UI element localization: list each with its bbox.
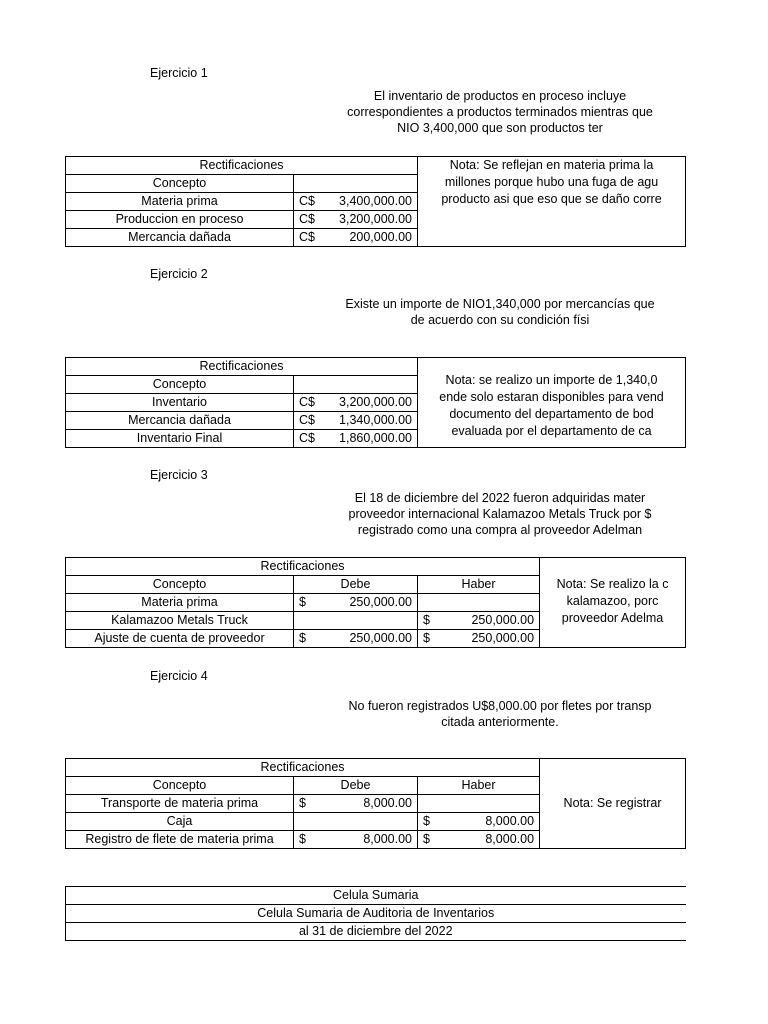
paragraph-line: proveedor internacional Kalamazoo Metals Truck por $ <box>348 507 652 521</box>
amount-value: 3,400,000.00 <box>339 194 413 208</box>
empty-cell <box>294 175 418 193</box>
currency-symbol: C$ <box>299 413 315 427</box>
row-label: Produccion en proceso <box>66 211 294 229</box>
note-line: Nota: se realizo un importe de 1,340,0 <box>445 373 658 387</box>
ejercicio-4-paragraph <box>320 698 680 730</box>
paragraph-line: de acuerdo con su condición físi <box>410 313 590 327</box>
row-label: Ajuste de cuenta de proveedor <box>66 630 294 648</box>
debe-cell <box>294 594 418 612</box>
debe-cell <box>294 813 418 831</box>
currency-symbol: $ <box>299 631 306 645</box>
currency-symbol: C$ <box>299 212 315 226</box>
empty-cell <box>294 376 418 394</box>
amount-cell <box>294 193 418 211</box>
amount-value: 250,000.00 <box>471 613 535 627</box>
note-line: millones porque hubo una fuga de agu <box>444 175 659 189</box>
row-label: Kalamazoo Metals Truck <box>66 612 294 630</box>
table-title: Rectificaciones <box>66 759 540 777</box>
amount-value: 250,000.00 <box>471 631 535 645</box>
amount-value: 3,200,000.00 <box>339 212 413 226</box>
debe-cell <box>294 612 418 630</box>
paragraph-line: citada anteriormente. <box>441 715 559 729</box>
note-cell <box>540 759 686 849</box>
note-cell <box>418 358 686 448</box>
row-label: Inventario Final <box>66 430 294 448</box>
note-cell <box>540 558 686 648</box>
row-label: Mercancia dañada <box>66 412 294 430</box>
amount-value: 8,000.00 <box>485 832 535 846</box>
ejercicio-3-title: Ejercicio 3 <box>150 468 208 482</box>
amount-value: 250,000.00 <box>349 631 412 645</box>
haber-cell <box>418 612 540 630</box>
currency-symbol: $ <box>299 595 306 609</box>
row-label: Materia prima <box>66 193 294 211</box>
currency-symbol: $ <box>299 832 306 846</box>
celula-date: al 31 de diciembre del 2022 <box>66 923 686 941</box>
note-line: Nota: Se reflejan en materia prima la <box>449 158 654 172</box>
haber-cell <box>418 630 540 648</box>
concepto-header: Concepto <box>66 175 294 193</box>
paragraph-line: El 18 de diciembre del 2022 fueron adquiridas mater <box>354 491 646 505</box>
amount-cell <box>294 430 418 448</box>
debe-header: Debe <box>294 576 418 594</box>
debe-cell <box>294 795 418 813</box>
debe-header: Debe <box>294 777 418 795</box>
currency-symbol: $ <box>423 613 430 627</box>
row-label: Mercancia dañada <box>66 229 294 247</box>
table-title: Rectificaciones <box>66 558 540 576</box>
amount-value: 1,340,000.00 <box>339 413 413 427</box>
rectificaciones-table-1 <box>65 156 686 247</box>
currency-symbol: C$ <box>299 395 315 409</box>
currency-symbol: $ <box>423 832 430 846</box>
paragraph-line: Existe un importe de NIO1,340,000 por mercancías que <box>345 297 655 311</box>
rectificaciones-table-3 <box>65 557 686 648</box>
concepto-header: Concepto <box>66 777 294 795</box>
amount-cell <box>294 394 418 412</box>
celula-subtitle: Celula Sumaria de Auditoria de Inventarios <box>66 905 686 923</box>
row-label: Transporte de materia prima <box>66 795 294 813</box>
row-label: Registro de flete de materia prima <box>66 831 294 849</box>
rectificaciones-table-4 <box>65 758 686 849</box>
haber-cell <box>418 813 540 831</box>
table-title: Rectificaciones <box>66 358 418 376</box>
note-line: documento del departamento de bod <box>449 407 654 421</box>
currency-symbol: C$ <box>299 230 315 244</box>
celula-title: Celula Sumaria <box>66 887 686 905</box>
note-line: producto asi que eso que se daño corre <box>441 192 662 206</box>
row-label: Materia prima <box>66 594 294 612</box>
ejercicio-3-paragraph <box>320 490 680 538</box>
paragraph-line: No fueron registrados U$8,000.00 por fletes por transp <box>348 699 652 713</box>
amount-cell <box>294 229 418 247</box>
haber-header: Haber <box>418 576 540 594</box>
paragraph-line: registrado como una compra al proveedor Adelman <box>357 523 643 537</box>
celula-sumaria-header <box>65 886 686 941</box>
amount-value: 8,000.00 <box>363 796 412 810</box>
amount-cell <box>294 412 418 430</box>
note-line: ende solo estaran disponibles para vend <box>439 390 664 404</box>
amount-value: 8,000.00 <box>363 832 412 846</box>
ejercicio-1-title: Ejercicio 1 <box>150 66 208 80</box>
row-label: Inventario <box>66 394 294 412</box>
note-cell <box>418 157 686 247</box>
haber-cell <box>418 594 540 612</box>
amount-value: 3,200,000.00 <box>339 395 413 409</box>
concepto-header: Concepto <box>66 376 294 394</box>
haber-header: Haber <box>418 777 540 795</box>
haber-cell <box>418 795 540 813</box>
row-label: Caja <box>66 813 294 831</box>
currency-symbol: $ <box>299 796 306 810</box>
note-line: kalamazoo, porc <box>566 594 659 608</box>
amount-value: 8,000.00 <box>485 814 535 828</box>
currency-symbol: $ <box>423 814 430 828</box>
paragraph-line: El inventario de productos en proceso incluye <box>373 89 627 103</box>
note-line: Nota: Se realizo la c <box>556 577 669 591</box>
debe-cell <box>294 831 418 849</box>
ejercicio-2-paragraph <box>320 296 680 328</box>
note-line: evaluada por el departamento de ca <box>451 424 652 438</box>
amount-value: 250,000.00 <box>349 595 412 609</box>
ejercicio-4-title: Ejercicio 4 <box>150 669 208 683</box>
note-line: proveedor Adelma <box>561 611 664 625</box>
currency-symbol: C$ <box>299 431 315 445</box>
haber-cell <box>418 831 540 849</box>
concepto-header: Concepto <box>66 576 294 594</box>
paragraph-line: correspondientes a productos terminados mientras que <box>347 105 653 119</box>
rectificaciones-table-2 <box>65 357 686 448</box>
amount-value: 200,000.00 <box>349 230 413 244</box>
note-line: Nota: Se registrar <box>563 796 662 810</box>
amount-cell <box>294 211 418 229</box>
amount-value: 1,860,000.00 <box>339 431 413 445</box>
ejercicio-1-paragraph <box>320 88 680 136</box>
currency-symbol: C$ <box>299 194 315 208</box>
ejercicio-2-title: Ejercicio 2 <box>150 267 208 281</box>
debe-cell <box>294 630 418 648</box>
paragraph-line: NIO 3,400,000 que son productos ter <box>397 121 603 135</box>
currency-symbol: $ <box>423 631 430 645</box>
table-title: Rectificaciones <box>66 157 418 175</box>
